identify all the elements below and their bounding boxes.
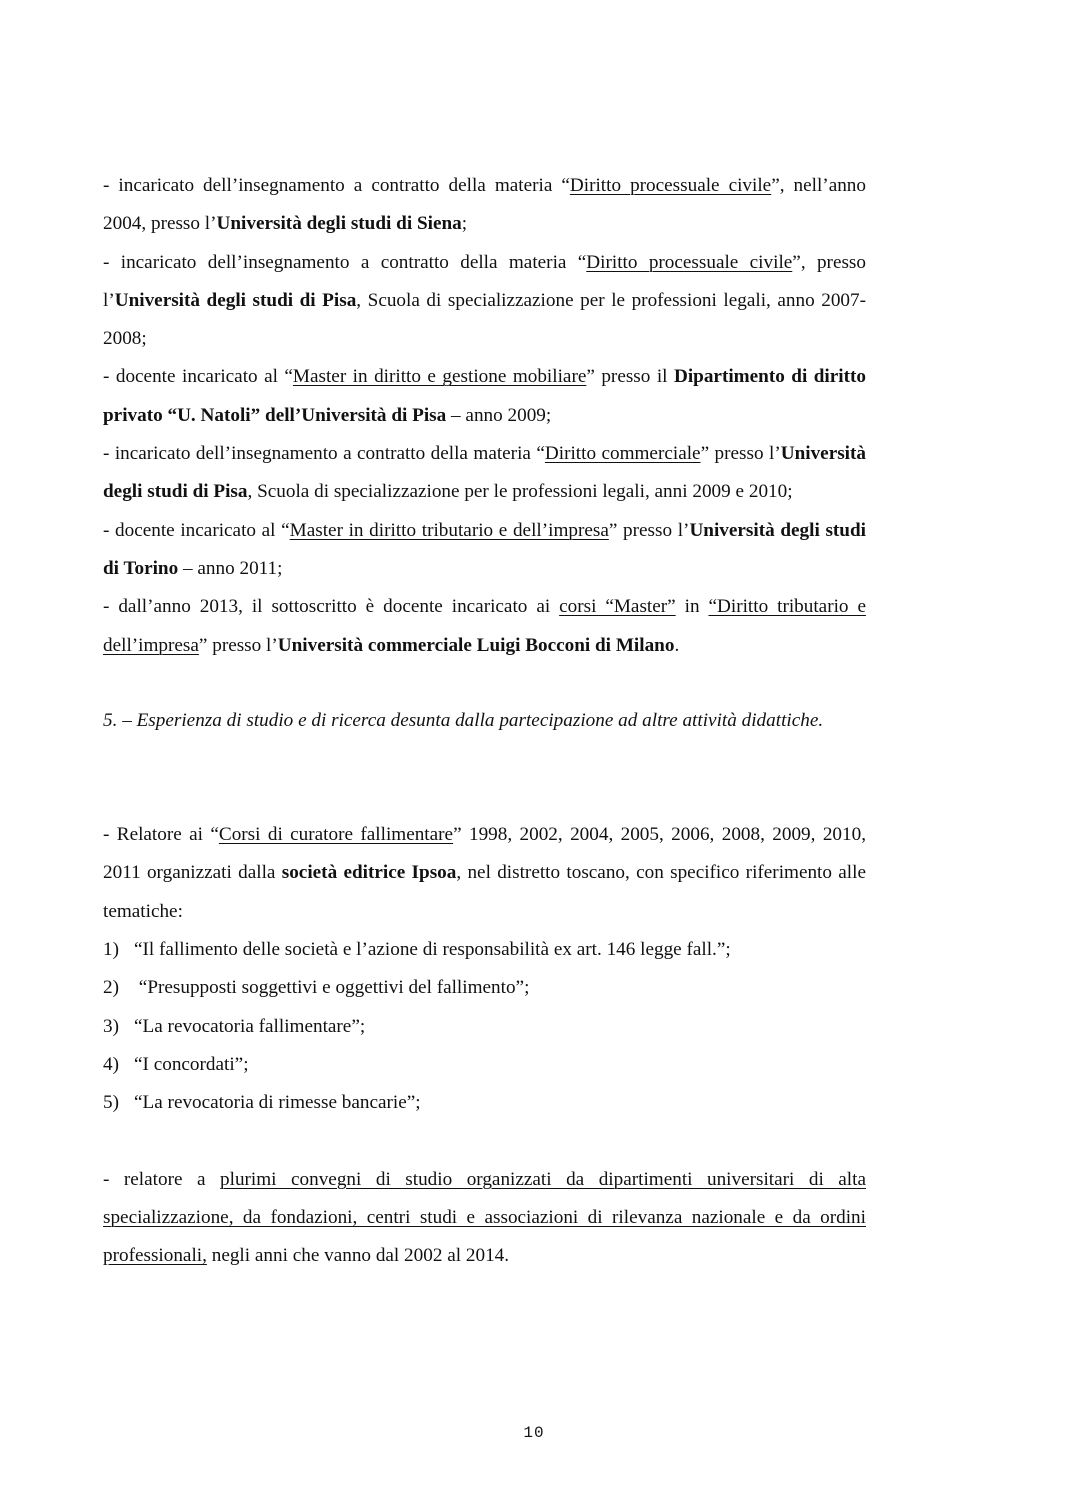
page-number: 10: [523, 1424, 545, 1442]
course-name: Corsi di curatore fallimentare: [218, 824, 454, 846]
institution-name: Università commerciale Luigi Bocconi di Milano: [277, 634, 675, 656]
institution-name: Università degli studi di Pisa: [114, 289, 357, 311]
course-name: Diritto commerciale: [544, 443, 701, 465]
convegni-paragraph: - relatore a plurimi convegni di studio organizzati da dipartimenti universitari di alta specializzazione, da fondazioni, centri studi e associazioni di rilevanza nazionale e da ordini professionali, negli anni che vanno dal 2002 al 2014.: [103, 1168, 866, 1267]
teaching-item: - docente incaricato al “Master in diritto tributario e dell’impresa” presso l’Università degli studi di Torino – anno 2011;: [103, 519, 866, 579]
institution-name: Università degli studi di Siena: [216, 213, 462, 235]
course-name: “Diritto tributario e dell’impresa: [103, 596, 866, 656]
section-heading: 5. – Esperienza di studio e di ricerca desunta dalla partecipazione ad altre attività didattiche.: [103, 709, 824, 731]
course-name: Master in diritto tributario e dell’impresa: [289, 519, 609, 541]
course-name: Diritto processuale civile: [569, 175, 772, 196]
course-name: Master in diritto e gestione mobiliare: [292, 366, 587, 388]
relatore-paragraph: - Relatore ai “Corsi di curatore fallimentare” 1998, 2002, 2004, 2005, 2006, 2008, 2009, 2010, 2011 organizzati dalla società editrice Ipsoa, nel distretto toscano, con specifico riferimento alle tematiche:: [103, 824, 866, 922]
list-item: 5) “La revocatoria di rimesse bancarie”;: [103, 1092, 421, 1114]
list-item: 2) “Presupposti soggettivi e oggettivi del fallimento”;: [103, 977, 530, 999]
teaching-item: - incaricato dell’insegnamento a contratto della materia “Diritto processuale civile”, nell’anno 2004, presso l’Università degli studi di Siena;: [103, 175, 866, 235]
teaching-item: - incaricato dell’insegnamento a contratto della materia “Diritto processuale civile”, presso l’Università degli studi di Pisa, Scuola di specializzazione per le professioni legali, anno 2007-2008;: [103, 251, 866, 350]
institution-name: Dipartimento di diritto privato “U. Natoli” dell’Università di Pisa: [103, 366, 866, 426]
course-name: corsi “Master”: [559, 596, 676, 618]
course-name: Diritto processuale civile: [586, 251, 793, 273]
institution-name: Università degli studi di Pisa: [103, 443, 866, 503]
teaching-item: - dall’anno 2013, il sottoscritto è docente incaricato ai corsi “Master” in “Diritto tributario e dell’impresa” presso l’Università commerciale Luigi Bocconi di Milano.: [103, 596, 866, 656]
list-item: 4) “I concordati”;: [103, 1053, 249, 1075]
list-item: 3) “La revocatoria fallimentare”;: [103, 1015, 366, 1037]
convegni-link: plurimi convegni di studio organizzati da dipartimenti universitari di alta specializzazione, da fondazioni, centri studi e associazioni di rilevanza nazionale e da ordini professionali,: [103, 1168, 866, 1267]
list-item: 1) “Il fallimento delle società e l’azione di responsabilità ex art. 146 legge fall.”;: [103, 939, 731, 961]
teaching-item: - docente incaricato al “Master in diritto e gestione mobiliare” presso il Dipartimento di diritto privato “U. Natoli” dell’Università di Pisa – anno 2009;: [103, 366, 866, 426]
publisher-name: società editrice Ipsoa: [281, 862, 457, 884]
institution-name: Università degli studi di Torino: [103, 519, 866, 579]
teaching-item: - incaricato dell’insegnamento a contratto della materia “Diritto commerciale” presso l’Università degli studi di Pisa, Scuola di specializzazione per le professioni legali, anni 2009 e 2010;: [103, 443, 866, 503]
document-page: [103, 167, 866, 1275]
